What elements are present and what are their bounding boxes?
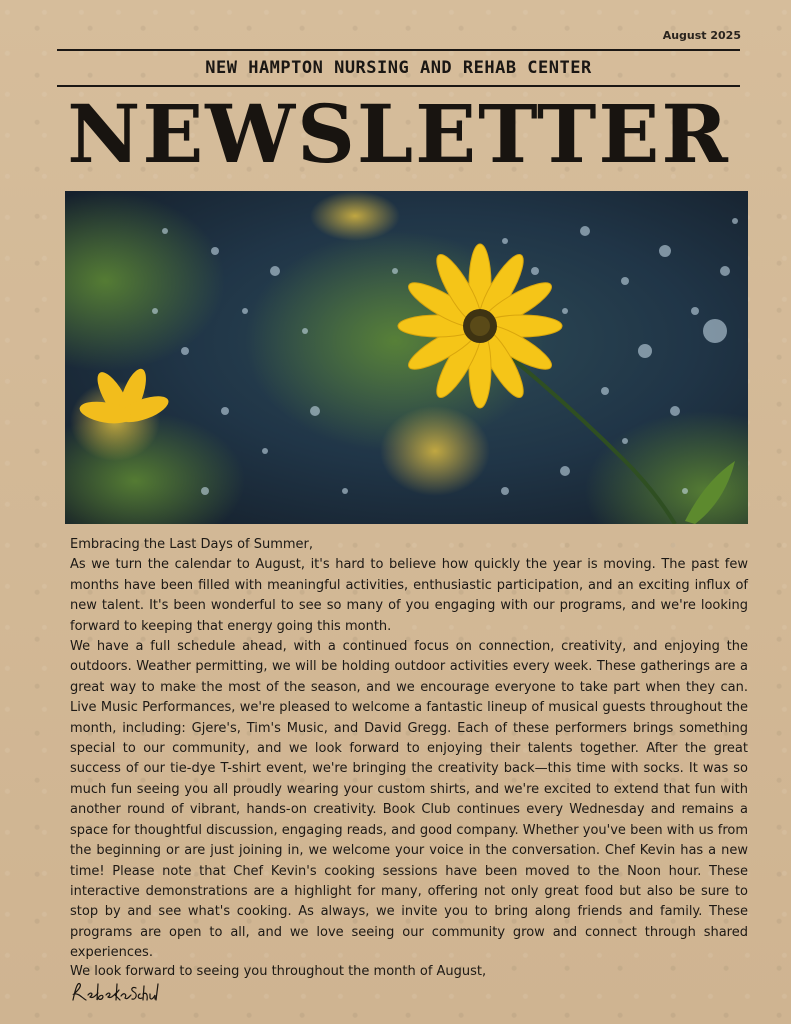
organization-name: NEW HAMPTON NURSING AND REHAB CENTER — [205, 58, 592, 78]
newsletter-masthead: NEWSLETTER — [67, 87, 730, 181]
article-body — [70, 535, 748, 964]
header-top-rule — [57, 49, 740, 51]
article-greeting: Embracing the Last Days of Summer, — [70, 537, 314, 552]
handwritten-signature-image — [70, 978, 160, 1006]
issue-date: August 2025 — [662, 29, 741, 42]
article-paragraph-2: We have a full schedule ahead, with a continued focus on connection, creativity, and enjoying the outdoors. Weather permitting, we will be holding outdoor activities every week. These gatherings are a great way to make the most of the season, and we encourage everyone to take part when they can. Live Music Performances, we're pleased to welcome a fantastic lineup of musical guests throughout the month, including: Gjere's, Tim's Music, and David Gregg. Each of these performers brings something special to our community, and we look forward to enjoying their talents together. After the great success of our tie-dye T-shirt event, we're bringing the creativity back—this time with socks. It was so much fun seeing you all proudly wearing your custom shirts, and we're excited to extend that fun with another round of vibrant, hands-on creativity. Book Club continues every Wednesday and remains a space for thoughtful discussion, engaging reads, and good company. Whether you've been with us from the beginning or are just joining in, we welcome your voice in the conversation. Chef Kevin has a new time! Please note that Chef Kevin's cooking sessions have been moved to the Noon hour. These interactive demonstrations are a highlight for many, offering not only great food but also be sure to stop by and see what's cooking. As always, we invite you to bring along friends and family. These programs are open to all, and we love seeing our community grow and connect through shared experiences. — [70, 639, 748, 961]
closing-line: We look forward to seeing you throughout the month of August, — [70, 964, 487, 979]
flower-image — [65, 191, 748, 524]
hero-photo-yellow-flower — [65, 191, 748, 524]
article-paragraph-1: As we turn the calendar to August, it's hard to believe how quickly the year is moving. The past few months have been filled with meaningful activities, enthusiastic participation, and an exciting influx of new talent. It's been wonderful to see so many of you engaging with our programs, and we're looking forward to keeping that energy going this month. — [70, 557, 748, 634]
signature — [70, 978, 160, 1010]
